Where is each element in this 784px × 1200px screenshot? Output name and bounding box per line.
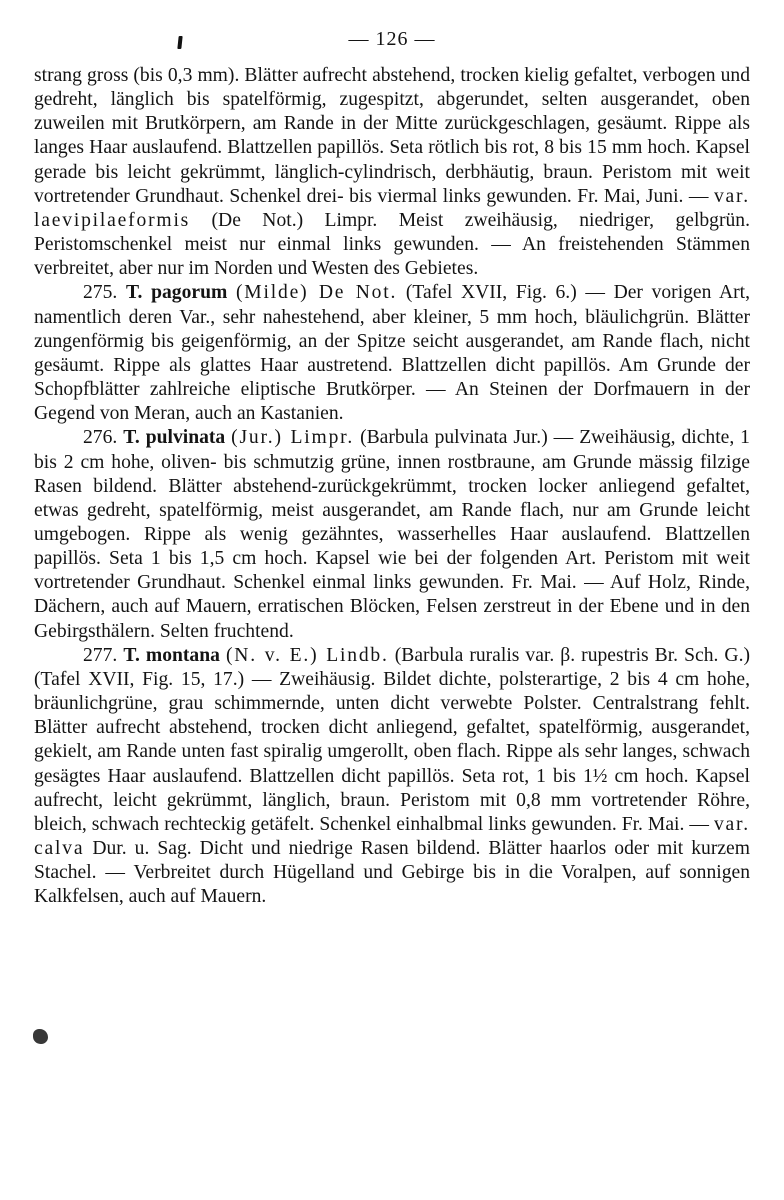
species-entry-276 [34, 426, 750, 643]
paragraph-continuation [34, 64, 750, 281]
species-entry-275 [34, 281, 750, 426]
intro-text-2: (De Not.) Limpr. Meist zweihäusig, niedriger, gelbgrün. Peristomschenkel meist nur einmal links gewunden. — An freistehenden Stämmen verbreitet, aber nur im Norden und Westen des Gebietes. [34, 209, 750, 280]
species-name: montana [145, 644, 220, 666]
page-number: — 126 — [348, 28, 436, 50]
entry-text: (Barbula pulvinata Jur.) — Zweihäusig, dichte, 1 bis 2 cm hohe, oliven- bis schmutzig grüne, innen rostbraune, am Grunde mässig filzige Rasen bildend. Blätter abstehend-zurückgekrümmt, trocken locker anliegend gefaltet, etwas gedreht, spatelförmig, meist ausgerandet, am Rande flach, nur am Grunde leicht umgebogen. Rippe als wenig gezähntes, wasserhelles Haar auslaufend. Blattzellen papillös. Seta 1 bis 1,5 cm hoch. Kapsel wie bei der folgenden Art. Peristom mit weit vortretender Grundhaut. Schenkel einmal links gewunden. Fr. Mai. — Auf Holz, Rinde, Dächern, auch auf Mauern, erratischen Blöcken, Felsen zerstreut in der Ebene und in den Gebirgsthälern. Selten fruchtend. [34, 427, 750, 642]
species-author: (Milde) De Not. [235, 282, 398, 304]
ink-blot [33, 1029, 48, 1044]
entry-number: 277. [83, 644, 118, 666]
species-entry-277 [34, 644, 750, 910]
entry-number: 275. [83, 282, 118, 304]
intro-text-1: strang gross (bis 0,3 mm). Blätter aufrecht abstehend, trocken kielig gefaltet, verbogen und gedreht, länglich bis spatelförmig, zugespitzt, abgerundet, selten ausgerandet, oben zuweilen mit Brutkörpern, am Rande in der Mitte zurückgeschlagen, gesäumt. Rippe als langes Haar auslaufend. Blattzellen papillös. Seta rötlich bis rot, 8 bis 15 mm hoch. Kapsel gerade bis leicht gekrümmt, länglich-cylindrisch, derbhäutig, braun. Peristom mit weit vortretender Grundhaut. Schenkel drei- bis viermal links gewunden. Fr. Mai, Juni. — [34, 65, 750, 207]
species-name: pulvinata [145, 427, 226, 449]
entry-number: 276. [83, 427, 118, 449]
variety-author: Dur. u. Sag. [84, 838, 192, 859]
page-body [34, 64, 750, 909]
entry-text: (Barbula ruralis var. β. rupestris Br. Sch. G.) (Tafel XVII, Fig. 15, 17.) — Zweihäusig. Bildet dichte, polsterartige, 2 bis 4 cm hohe, bräunlichgrüne, grau schimmernde, unten dicht verwebte Polster. Centralstrang fehlt. Blätter aufrecht abstehend, trocken dicht anliegend, gefaltet, spatelförmig, ausgerandet, gekielt, am Rande unten fast spiralig umgerollt, oben flach. Rippe als sehr langes, schwach gesägtes Haar auslaufend. Blattzellen dicht papillös. Seta rot, 1 bis 1½ cm hoch. Kapsel aufrecht, leicht gekrümmt, länglich, braun. Peristom mit 0,8 mm vortretender Röhre, bleich, schwach rechteckig getäfelt. Schenkel einhalbmal links gewunden. Fr. Mai. — [34, 644, 750, 835]
variety-name: var. calva [34, 813, 750, 859]
genus-abbrev: T. [125, 282, 143, 304]
variety-text: Dicht und niedrige Rasen bildend. Blätter haarlos oder mit kurzem Stachel. — Verbreitet durch Hügelland und Gebirge bis in die Voralpen, auf sonnigen Kalkfelsen, auch auf Mauern. [34, 838, 750, 908]
entry-text: (Tafel XVII, Fig. 6.) — Der vorigen Art, namentlich deren Var., sehr nahestehend, aber kleiner, 5 mm hoch, bläulichgrün. Blätter zungenförmig bis geigenförmig, an der Spitze seicht ausgerandet, am Rande flach, nicht gesäumt. Rippe als glattes Haar austretend. Blattzellen dicht papillös. Am Grunde der Schopfblätter zahlreiche eliptische Brutkörper. — An Steinen der Dorfmauern in der Gegend von Meran, auch an Kastanien. [34, 282, 750, 425]
species-author: (N. v. E.) Lindb. [225, 644, 389, 666]
genus-abbrev: T. [123, 644, 140, 666]
species-author: (Jur.) Limpr. [231, 427, 355, 449]
genus-abbrev: T. [123, 427, 140, 449]
variety-name: var. laevipilaeformis [34, 185, 750, 231]
species-name: pagorum [151, 282, 228, 304]
